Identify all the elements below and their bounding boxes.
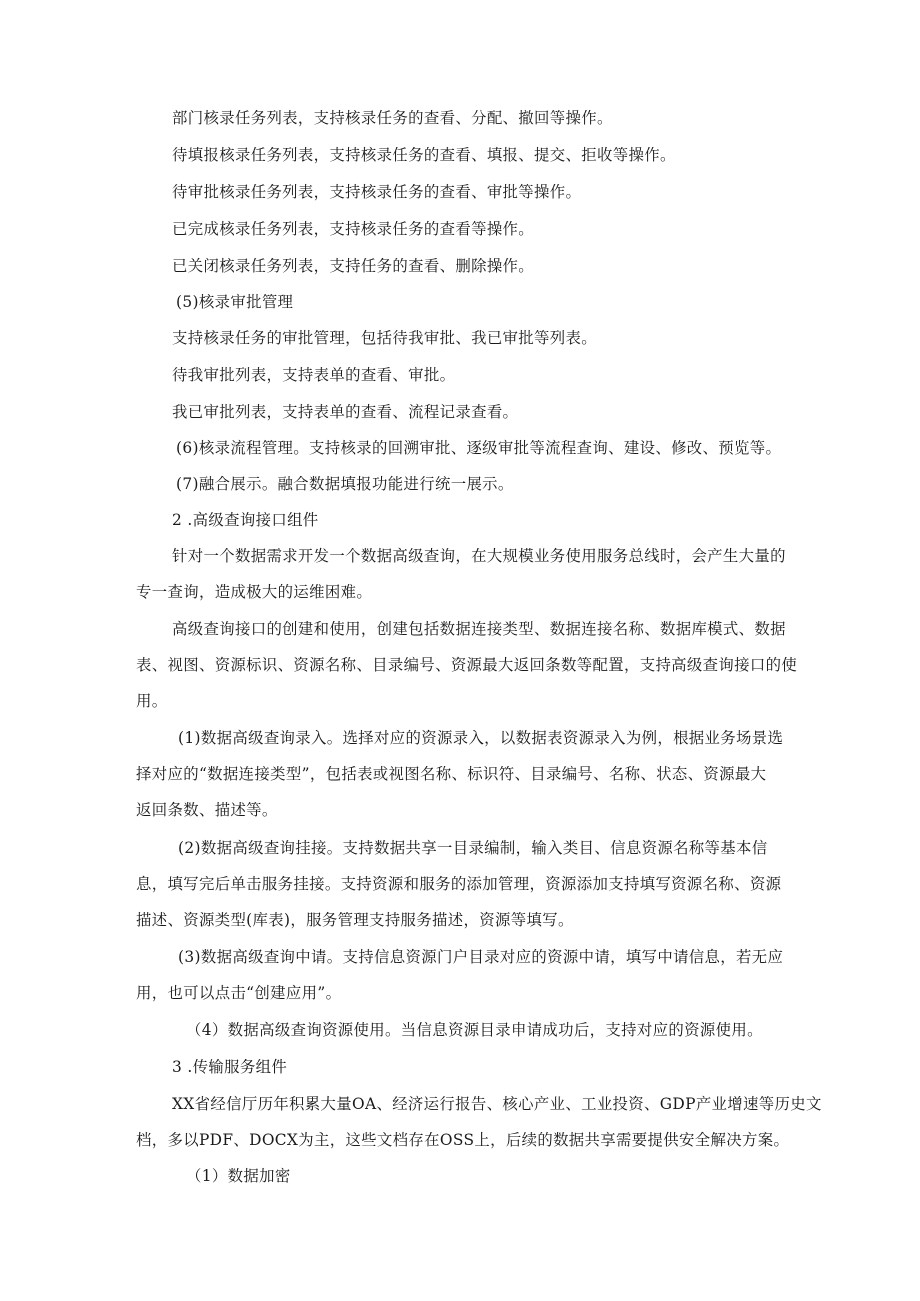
text-line: 择对应的“数据连接类型”，包括表或视图名称、标识符、目录编号、名称、状态、资源最大 bbox=[136, 765, 767, 783]
text-line: 描述、资源类型(库表)，服务管理支持服务描述，资源等填写。 bbox=[136, 911, 574, 929]
text-line: 高级查询接口的创建和使用，创建包括数据连接类型、数据连接名称、数据库模式、数据 bbox=[172, 620, 786, 638]
text-line: 返回条数、描述等。 bbox=[136, 801, 278, 819]
text-line: 我已审批列表，支持表单的查看、流程记录查看。 bbox=[172, 403, 519, 421]
section-heading: 3 .传输服务组件 bbox=[172, 1058, 288, 1076]
text-line: 表、视图、资源标识、资源名称、目录编号、资源最大返回条数等配置，支持高级查询接口的使 bbox=[136, 656, 798, 674]
section-heading: (5)核录审批管理 bbox=[176, 293, 294, 311]
text-line: 用，也可以点击“创建应用”。 bbox=[136, 984, 342, 1002]
text-line: 待填报核录任务列表，支持核录任务的查看、填报、提交、拒收等操作。 bbox=[172, 146, 676, 164]
text-line: (6)核录流程管理。支持核录的回溯审批、逐级审批等流程查询、建设、修改、预览等。 bbox=[176, 439, 782, 457]
text-line: XX省经信厅历年积累大量OA、经济运行报告、核心产业、工业投资、GDP产业增速等历史文 bbox=[172, 1095, 822, 1113]
text-line: (3)数据高级查询中请。支持信息资源门户目录对应的资源中请，填写中请信息，若无应 bbox=[178, 948, 784, 966]
text-line: (1)数据高级查询录入。选择对应的资源录入，以数据表资源录入为例，根据业务场景选 bbox=[178, 729, 784, 747]
text-line: 用。 bbox=[136, 692, 168, 710]
text-line: 档，多以PDF、DOCX为主，这些文档存在OSS上，后续的数据共享需要提供安全解决方案。 bbox=[136, 1131, 790, 1149]
text-line: （4）数据高级查询资源使用。当信息资源目录申请成功后，支持对应的资源使用。 bbox=[186, 1021, 763, 1039]
text-line: 待审批核录任务列表，支持核录任务的查看、审批等操作。 bbox=[172, 183, 582, 201]
text-line: 专一查询，造成极大的运维困难。 bbox=[136, 583, 373, 601]
text-line: (2)数据高级查询挂接。支持数据共享一目录编制，输入类目、信息资源名称等基本信 bbox=[178, 839, 768, 857]
text-line: 待我审批列表，支持表单的查看、审批。 bbox=[172, 366, 456, 384]
text-line: 已完成核录任务列表，支持核录任务的查看等操作。 bbox=[172, 220, 535, 238]
section-heading: （1）数据加密 bbox=[186, 1167, 291, 1185]
text-line: 部门核录任务列表，支持核录任务的查看、分配、撤回等操作。 bbox=[172, 109, 613, 127]
text-line: 支持核录任务的审批管理，包括待我审批、我已审批等列表。 bbox=[172, 329, 597, 347]
text-line: 已关闭核录任务列表，支持任务的查看、删除操作。 bbox=[172, 257, 535, 275]
section-heading: 2 .高级查询接口组件 bbox=[172, 511, 319, 529]
text-line: (7)融合展示。融合数据填报功能进行统一展示。 bbox=[176, 475, 514, 493]
text-line: 针对一个数据需求开发一个数据高级查询，在大规模业务使用服务总线时，会产生大量的 bbox=[172, 547, 786, 565]
text-line: 息，填写完后单击服务挂接。支持资源和服务的添加管理，资源添加支持填写资源名称、资源 bbox=[136, 875, 782, 893]
